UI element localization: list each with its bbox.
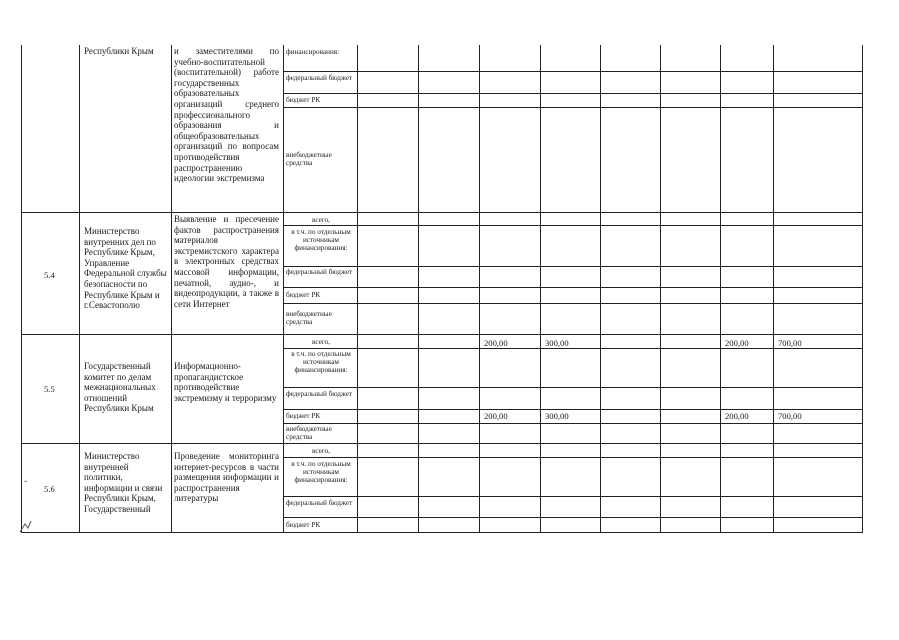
funding-source-label: бюджет РК — [286, 412, 321, 420]
funding-source-label: федеральный бюджет — [286, 268, 353, 276]
activity-cell: Информационно-пропагандистское противодействие экстремизму и терроризму — [174, 361, 277, 403]
funding-source-label: в т.ч. по отдельным источникам финансирования: — [291, 228, 351, 253]
activity-cell: Выявление и пресечение фактов распространения материалов экстремистского характера в электронных средствах массовой информации, печатной, аудио-, и видеопродукции, а также в сети Интернет — [174, 214, 279, 309]
amount-value: 200,00 — [725, 338, 749, 348]
amount-value: 200,00 — [484, 338, 508, 348]
amount-value: 700,00 — [778, 411, 802, 421]
funding-source-label: в т.ч. по отдельным источникам финансирования: — [291, 350, 351, 375]
funding-source-label: федеральный бюджет — [286, 390, 353, 398]
row-number: 5.5 — [44, 384, 55, 394]
amount-value: 700,00 — [778, 338, 802, 348]
funding-source-label: финансирования: — [286, 48, 340, 56]
funding-source-label: всего, — [312, 338, 330, 346]
funding-source-label: всего, — [312, 447, 330, 455]
funding-source-label: бюджет РК — [286, 521, 321, 529]
funding-source-label: всего, — [312, 216, 330, 224]
amount-value: 200,00 — [484, 411, 508, 421]
funding-source-label: внебюджетные средства — [286, 151, 332, 168]
executor-cell: Государственный комитет по делам межнациональных отношений Республики Крым — [84, 361, 156, 414]
amount-value: 300,00 — [545, 338, 569, 348]
funding-source-label: внебюджетные средства — [286, 425, 332, 442]
amount-value: 300,00 — [545, 411, 569, 421]
funding-source-label: бюджет РК — [286, 96, 321, 104]
amount-value: 200,00 — [725, 411, 749, 421]
activity-cell: Проведение мониторинга интернет-ресурсов в части размещения информации и распространения литературы — [174, 451, 279, 504]
funding-source-label: федеральный бюджет — [286, 499, 353, 507]
scan-mark: ˘ — [24, 480, 28, 491]
funding-source-label: федеральный бюджет — [286, 74, 353, 82]
scan-mark — [16, 515, 38, 535]
activity-cell: и заместителями по учебно-воспитательной (воспитательной) работе государственных образовательных организаций среднего профессионального образования и общеобразовательных организаций по вопросам противодействия распространению идеологии экстремизма — [174, 46, 279, 184]
funding-source-label: внебюджетные средства — [286, 310, 332, 327]
funding-source-label: бюджет РК — [286, 291, 321, 299]
funding-source-label: в т.ч. по отдельным источникам финансирования: — [291, 460, 351, 485]
row-number: 5.6 — [44, 484, 55, 494]
row-number: 5.4 — [44, 270, 55, 280]
executor-cell: Министерство внутренних дел по Республике Крым, Управление Федеральной службы безопасности по Республике Крым и г.Севастополю — [84, 226, 167, 311]
executor-cell: Республики Крым — [84, 46, 154, 56]
executor-cell: Министерство внутренней политики, информации и связи Республики Крым, Государственный — [84, 451, 163, 514]
